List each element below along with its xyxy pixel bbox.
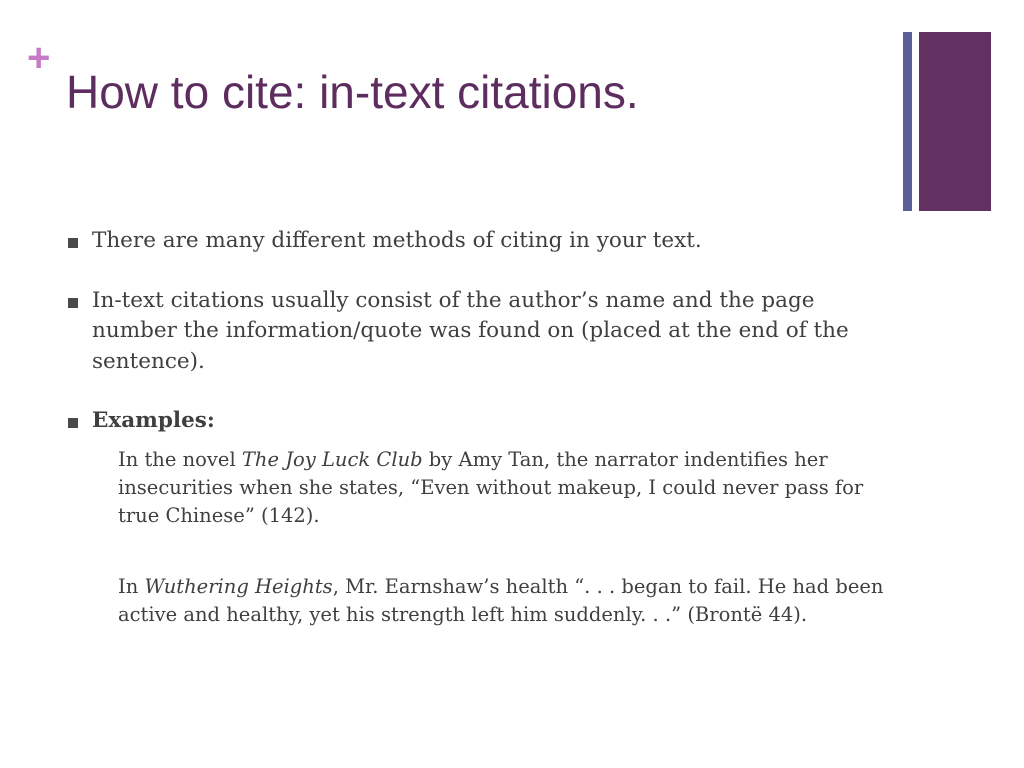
decorative-bar-thick [919, 32, 991, 211]
example-text: by Amy Tan, the narrator indentifies her insecurities when she states, “Even without makeup, I could never pass for true Chinese” (142). [118, 448, 864, 527]
decorative-bar-thin [903, 32, 912, 211]
example-text: In the novel [118, 448, 242, 471]
bullet-item [66, 406, 896, 437]
example-text: , Mr. Earnshaw’s health “. . . began to fail. He had been active and healthy, yet his strength left him suddenly. . .” (Brontë 44). [118, 575, 884, 626]
book-title: The Joy Luck Club [241, 448, 423, 471]
slide-title: How to cite: in-text citations. [66, 66, 639, 118]
examples-heading: Examples: [92, 408, 215, 433]
book-title: Wuthering Heights [144, 575, 333, 598]
example-paragraph [118, 573, 908, 629]
bullet-text: There are many different methods of citing in your text. [92, 228, 702, 253]
square-bullet-icon [68, 298, 78, 308]
example-paragraph [118, 446, 908, 530]
bullet-item [66, 286, 896, 378]
plus-icon: + [27, 36, 51, 80]
example-text: In [118, 575, 145, 598]
square-bullet-icon [68, 418, 78, 428]
bullet-list [66, 226, 896, 466]
bullet-text: In-text citations usually consist of the author’s name and the page number the information/quote was found on (placed at the end of the sentence). [92, 287, 849, 374]
bullet-item [66, 226, 896, 257]
square-bullet-icon [68, 238, 78, 248]
